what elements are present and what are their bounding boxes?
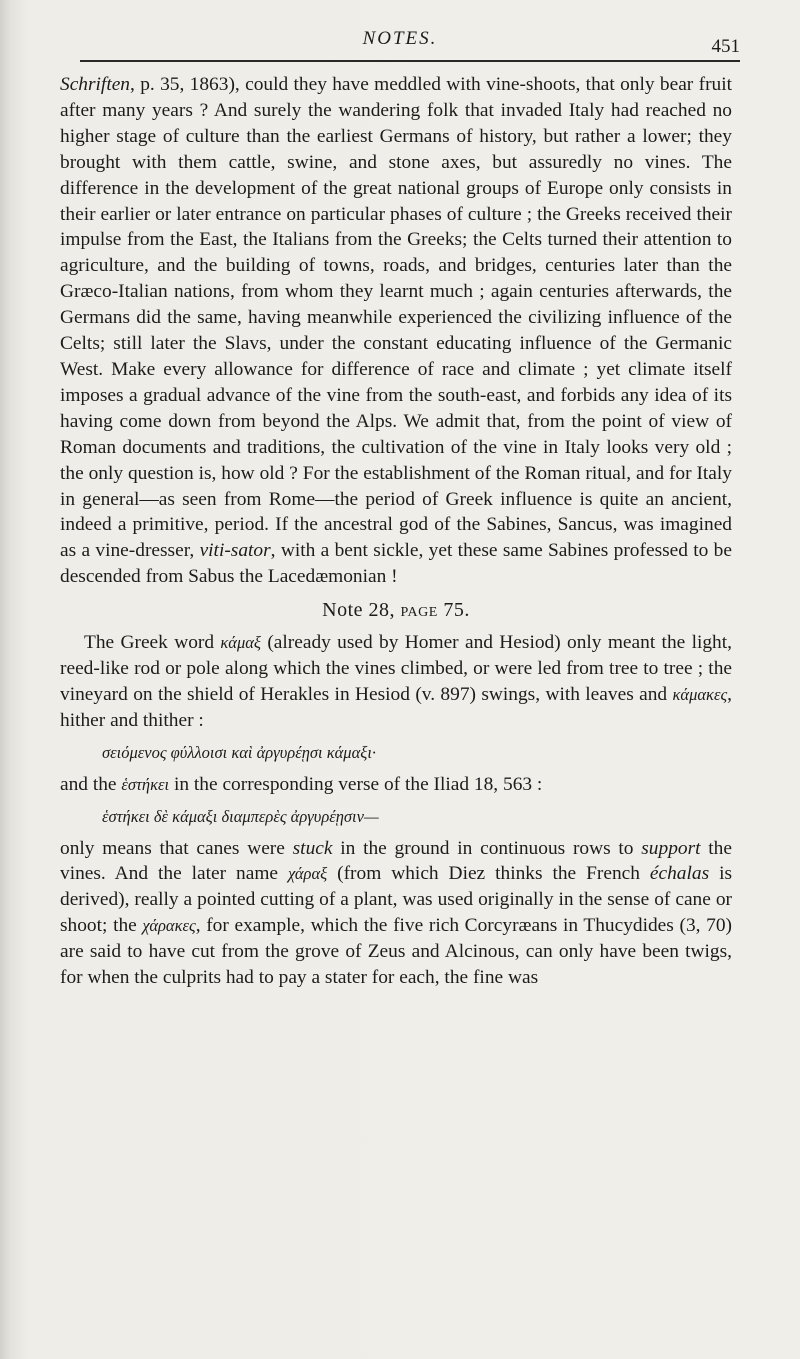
running-title: NOTES. (362, 28, 438, 49)
paragraph-iliad (60, 772, 732, 798)
text-segment: (from which Diez thinks the French (327, 863, 650, 885)
greek-quotation-iliad: ἑστήκει δὲ κάμαξι διαμπερὲς ἀργυρέῃσιν— (102, 806, 379, 826)
term-echalas: échalas (649, 863, 710, 885)
emphasis-support: support (641, 837, 701, 859)
greek-charakes: χάρακες (142, 916, 196, 936)
text-segment: the vines. And the later name (60, 837, 732, 885)
greek-charax: χάραξ (287, 864, 328, 884)
paragraph-text-end: , with a bent sickle, yet these same Sabines professed to be descended from Sabus the Lacedæmonian ! (60, 540, 732, 588)
paragraph-canes (60, 836, 732, 991)
text-segment: in the corresponding verse of the Iliad 18, 563 : (169, 773, 543, 795)
note-number: 28, (368, 599, 396, 622)
text-segment: (already used by Homer and Hesiod) only meant the light, reed-like rod or pole along which the vines climbed, or were led from tree to tree ; the vineyard on the shield of Herakles in Hesiod (v. 897) swings, with leaves and (60, 632, 732, 705)
page-reference: 75. (443, 599, 470, 622)
paragraph-greek-word (60, 630, 732, 734)
body-text (60, 72, 732, 991)
text-segment: The Greek word (84, 632, 221, 654)
header-rule (80, 60, 740, 62)
page-label: page (400, 599, 438, 622)
paragraph-continuation (60, 72, 732, 590)
text-segment: only means that canes were (60, 837, 293, 859)
greek-hestekei: ἑστήκει (121, 774, 170, 794)
text-segment: in the ground in continuous rows to (332, 837, 642, 859)
greek-kamakes: κάμακες (672, 684, 728, 704)
text-segment: is derived), really a pointed cutting of a plant, was used originally in the sense of cane or shoot; the (60, 863, 733, 937)
term-viti-sator: viti-sator (199, 540, 271, 562)
note-heading (60, 598, 732, 624)
text-segment: and the (60, 773, 122, 795)
page-header (60, 28, 740, 68)
greek-kamax: κάμαξ (220, 633, 261, 653)
text-segment: , hither and thither : (60, 683, 732, 731)
text-segment: , for example, which the five rich Corcyræans in Thucydides (3, 70) are said to have cut from the grove of Zeus and Alcinous, can only have been twigs, for when the culprits had to pay a stater for each, the fine was (60, 915, 732, 989)
paragraph-text: , p. 35, 1863), could they have meddled with vine-shoots, that only bear fruit after many years ? And surely the wandering folk that invaded Italy had reached no higher stage of culture than the earliest Germans of history, but rather a lower; they brought with them cattle, swine, and stone axes, but assuredly no vines. The difference in the development of the great national groups of Europe only consists in their earlier or later entrance on particular phases of culture ; the Greeks received their impulse from the East, the Italians from the Greeks; the Celts turned their attention to agriculture, and the building of towns, roads, and bridges, centuries later than the Græco-Italian nations, from whom they learnt much ; again centuries afterwards, the Germans did the same, having meanwhile experienced the civilizing influence of the Celts; still later the Slavs, under the constant educating influence of the Germanic West. Make every allowance for difference of race and climate ; yet climate itself imposes a gradual advance of the vine from the south-east, and forbids any idea of its having come down from beyond the Alps. We admit that, from the point of view of Roman documents and traditions, the cultivation of the vine in Italy looks very old ; the only question is, how old ? For the establishment of the Roman ritual, and for Italy in general—as seen from Rome—the period of Greek influence is quite an ancient, indeed a primitive, period. If the ancestral god of the Sabines, Sancus, was imagined as a vine-dresser, (60, 74, 732, 562)
page-number: 451 (711, 36, 740, 57)
note-label: Note (322, 599, 364, 622)
title-schriften: Schriften (60, 74, 131, 95)
greek-quotation-hesiod: σειόμενος φύλλοισι καὶ ἀργυρέῃσι κάμαξι· (102, 742, 377, 762)
emphasis-stuck: stuck (292, 837, 333, 859)
